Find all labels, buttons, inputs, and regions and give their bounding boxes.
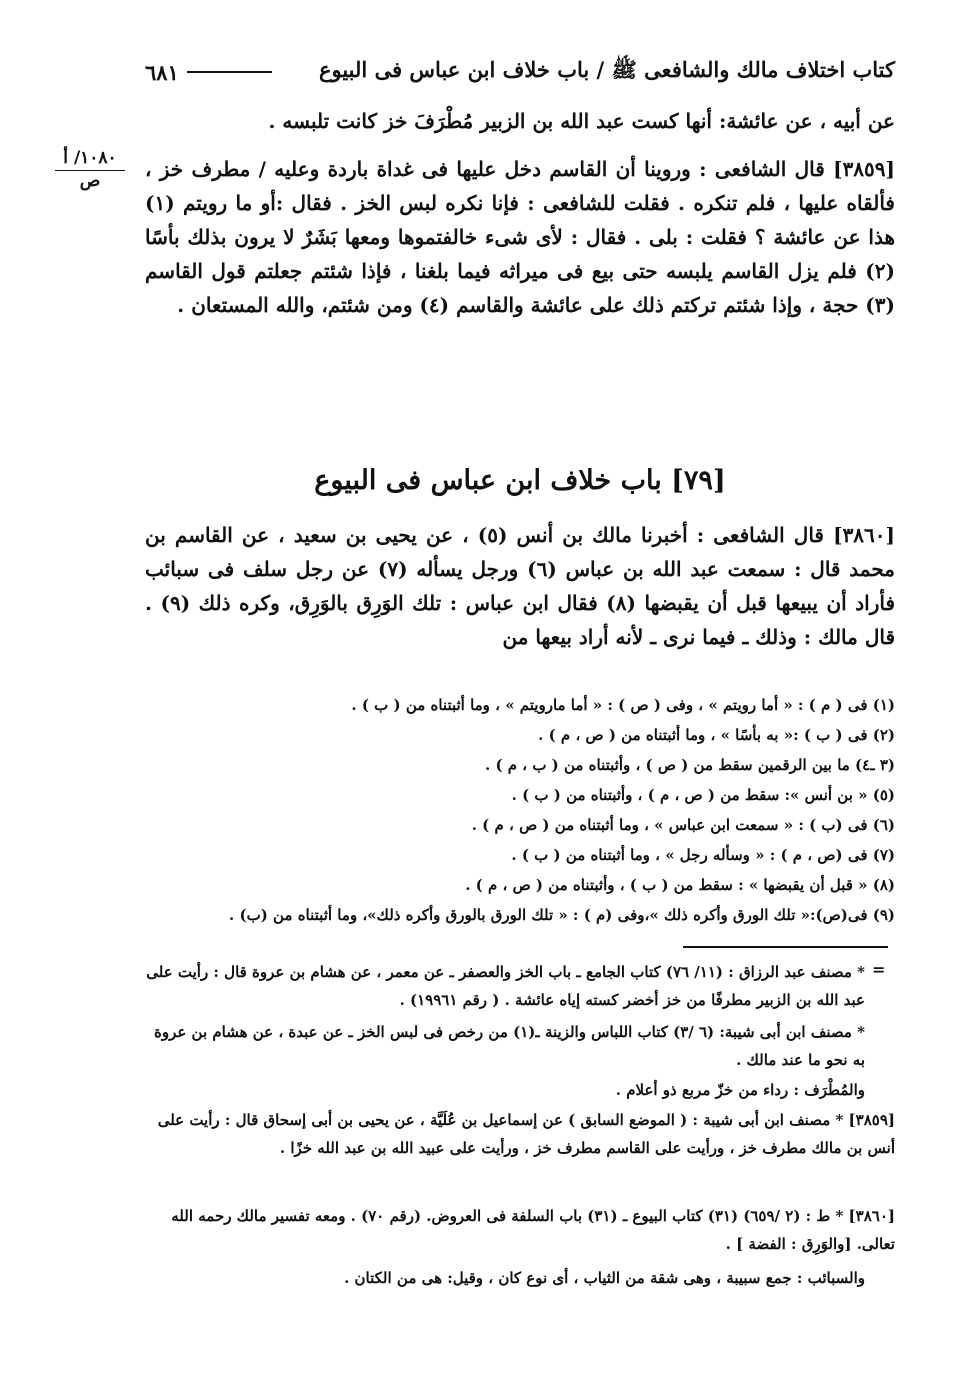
footnote: (٥) « بن أنس »: سقط من ( ص ، م ) ، وأثبتناه من ( ب ) .: [511, 786, 895, 804]
footnote: (٣ ـ٤) ما بين الرقمين سقط من ( ص ) ، وأثبتناه من ( ب ، م ) .: [485, 756, 895, 774]
source-note-3860: [٣٨٦٠] * ط : (٢ /٦٥٩) (٣١) كتاب البيوع ـ (٣١) باب السلفة فى العروض. (رقم ٧٠) . ومعه تفسير مالك رحمه الله تعالى. [والوَرِق : الفضة ] .: [171, 1207, 895, 1253]
paragraph-3860: [٣٨٦٠] قال الشافعى : أخبرنا مالك بن أنس (٥) ، عن يحيى بن سعيد ، عن القاسم بن محمد قال : سمعت عبد الله بن عباس (٦) ورجل يسأله (٧) عن رجل سلف فى سبائب فأراد أن يبيعها قبل أن يقبضها (٨) فقال ابن عباس : تلك الوَرِق بالوَرِق، وكره ذلك (٩) . قال مالك : وذلك ـ فيما نرى ـ لأنه أراد بيعها من: [145, 523, 896, 649]
footnote: (٧) فى (ص ، م ) : « وسأله رجل » ، وما أثبتناه من ( ب ) .: [511, 846, 895, 864]
continuation-mark: =: [872, 960, 886, 979]
folio-reference: ١٠٨٠/ أ: [55, 148, 125, 171]
chapter-heading: [٧٩] باب خلاف ابن عباس فى البيوع: [314, 465, 726, 496]
footnote: (٦) فى (ب ) : « سمعت ابن عباس » ، وما أثبتناه من ( ص ، م ) .: [471, 816, 895, 834]
footnote: (١) فى ( م ) : « أما رويتم » ، وفى ( ص ) : « أما مارويتم » ، وما أثبتناه من ( ب ) .: [351, 696, 895, 714]
source-note: * مصنف ابن أبى شيبة: (٦ /٣) كتاب اللباس والزينة ـ(١) من رخص فى لبس الخز ـ عن عبدة ، عن هشام بن عروة به نحو ما عند مالك .: [154, 1023, 865, 1069]
source-note-3859: [٣٨٥٩] * مصنف ابن أبى شيبة : ( الموضع السابق ) عن إسماعيل بن عُلَيَّة ، عن يحيى بن أبى إسحاق قال : رأيت على أنس بن مالك مطرف خز ، ورأيت على القاسم مطرف خز ، ورأيت على عبيد الله بن عبد الله خزًا .: [157, 1111, 895, 1157]
running-header: [145, 52, 895, 92]
footnotes: [145, 690, 895, 930]
footnote: (٢) فى ( ب ) :« به بأسًا » ، وما أثبتناه من ( ص ، م ) .: [538, 726, 895, 744]
source-note: * مصنف عبد الرزاق : (١١/ ٧٦) كتاب الجامع ـ باب الخز والعصفر ـ عن معمر ، عن هشام بن عروة قال : رأيت على عبد الله بن الزبير مطرفًا من خز أخضر كسته إياه عائشة . ( رقم ١٩٩٦١) .: [146, 963, 865, 1009]
source-separator: [683, 946, 888, 948]
paragraph-3859: [٣٨٥٩] قال الشافعى : وروينا أن القاسم دخل عليها فى غداة باردة وعليه / مطرف خز ، فألقاه عليها ، فلم تنكره . فقلت للشافعى : فإنا نكره لبس الخز . فقال :أو ما رويتم (١) هذا عن عائشة ؟ فقلت : بلى . فقال : لأى شىء خالفتموها ومعها بَشَرٌ لا يرون بذلك بأسًا (٢) فلم يزل القاسم يلبسه حتى بيع فى ميراثه فيما بلغنا ، فإذا شئتم جعلتم قول القاسم (٣) حجة ، وإذا شئتم تركتم ذلك على عائشة والقاسم (٤) ومن شئتم، والله المستعان .: [145, 157, 895, 317]
folio-letter: ص: [79, 171, 101, 191]
header-title: كتاب اختلاف مالك والشافعى ﷺ / باب خلاف ابن عباس فى البيوع: [318, 56, 895, 82]
footnote: (٨) « قبل أن يقبضها » : سقط من ( ب ) ، وأثبتناه من ( ص ، م ) .: [465, 876, 895, 894]
source-note: والمُطْرَف : رداء من خزّ مربع ذو أعلام .: [615, 1081, 865, 1099]
header-rule: [187, 71, 272, 73]
source-note: والسبائب : جمع سبيبة ، وهى شقة من الثياب ، أى نوع كان ، وقيل: هى من الكتان .: [344, 1269, 865, 1287]
footnote: (٩) فى(ص):« تلك الورق وأكره ذلك »،وفى (م ) : « تلك الورق بالورق وأكره ذلك»، وما أثبتناه من (ب) .: [229, 906, 895, 924]
page-number: ٦٨١: [145, 59, 179, 85]
manuscript-margin-note: [55, 148, 125, 191]
paragraph-continuation: عن أبيه ، عن عائشة: أنها كست عبد الله بن الزبير مُطْرَفَ خز كانت تلبسه .: [268, 109, 895, 133]
